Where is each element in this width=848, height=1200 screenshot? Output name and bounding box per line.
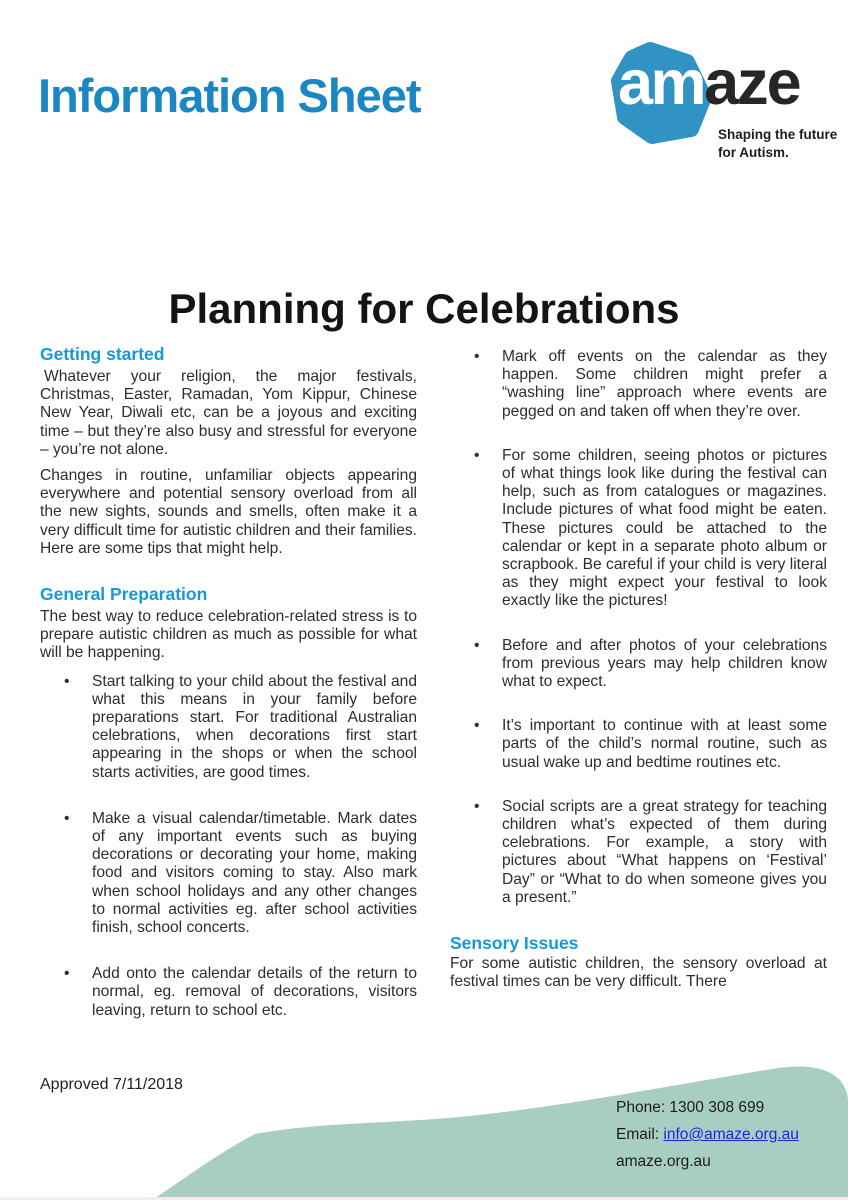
contact-block xyxy=(616,1100,799,1181)
bullet-list xyxy=(450,348,827,907)
contact-website: amaze.org.au xyxy=(616,1153,711,1170)
paragraph: The best way to reduce celebration-related stress is to prepare autistic children as much as possible for what will be happening. xyxy=(40,608,417,662)
paragraph: For some autistic children, the sensory overload at festival times can be very difficult. There xyxy=(450,955,827,991)
section-heading-sensory-issues: Sensory Issues xyxy=(450,933,579,954)
bullet-icon: • xyxy=(474,446,480,464)
logo-text-am: am xyxy=(618,48,705,118)
bullet-item xyxy=(450,348,827,421)
section-heading-getting-started: Getting started xyxy=(40,344,165,364)
logo-tagline-line2: for Autism. xyxy=(718,145,789,161)
right-column xyxy=(450,348,827,999)
bullet-item xyxy=(450,447,827,611)
section-heading-general-preparation: General Preparation xyxy=(40,584,208,605)
document-title: Planning for Celebrations xyxy=(168,285,680,332)
amaze-logo-wordmark xyxy=(618,48,800,118)
bullet-text: For some children, seeing photos or pictures of what things look like during the festival can help, such as from catalogues or magazines. Include pictures of what food might be eaten. These pictures could be attached to the calendar or kept in a separate photo album or scrapbook. Be careful if your child is very literal as they might expect your festival to look exactly like the pictures! xyxy=(502,446,828,610)
bullet-item xyxy=(40,965,417,1020)
bullet-list xyxy=(40,673,417,1020)
approved-date: Approved 7/11/2018 xyxy=(40,1076,183,1093)
bullet-item xyxy=(40,810,417,937)
paragraph: Changes in routine, unfamiliar objects appearing everywhere and potential sensory overload from all the new sights, sounds and smells, often make it a very difficult time for autistic children and their families. Here are some tips that might help. xyxy=(40,467,417,557)
page-header-title: Information Sheet xyxy=(38,69,421,122)
bullet-icon: • xyxy=(474,797,480,815)
bullet-text: Social scripts are a great strategy for teaching children what’s expected of them during celebrations. For example, a story with pictures about “What happens on ‘Festival’ Day” or “What to do when someone gives you a present.” xyxy=(502,797,827,906)
left-column xyxy=(40,344,417,1048)
bullet-item xyxy=(450,717,827,772)
bullet-text: Start talking to your child about the festival and what this means in your family before preparations start. For traditional Australian celebrations, when decorations first start appearing in the shops or when the school starts activities, are good times. xyxy=(92,672,417,781)
bullet-item xyxy=(450,798,827,907)
bullet-text: It’s important to continue with at least some parts of the child’s normal routine, such as usual wake up and bedtime routines etc. xyxy=(502,717,827,771)
paragraph: Whatever your religion, the major festivals, Christmas, Easter, Ramadan, Yom Kippur, Chinese New Year, Diwali etc, can be a joyous and exciting time – but they’re also busy and stressful for everyone – you’re not alone. xyxy=(40,368,417,458)
bullet-text: Add onto the calendar details of the return to normal, eg. removal of decorations, visitors leaving, return to school etc. xyxy=(92,965,417,1019)
bullet-icon: • xyxy=(64,809,70,827)
bullet-text: Make a visual calendar/timetable. Mark dates of any important events such as buying decorations or decorating your home, making food and visitors coming to stay. Also mark when school holidays and any other changes to normal activities eg. after school activities finish, school concerts. xyxy=(92,809,417,937)
bullet-text: Before and after photos of your celebrations from previous years may help children know what to expect. xyxy=(502,636,827,691)
bullet-icon: • xyxy=(474,717,480,735)
contact-email-line xyxy=(616,1127,799,1143)
amaze-logo xyxy=(598,36,843,166)
bullet-icon: • xyxy=(474,348,480,365)
bullet-item xyxy=(450,637,827,692)
logo-tagline xyxy=(718,126,837,162)
email-label: Email: xyxy=(616,1126,664,1143)
logo-text-aze: aze xyxy=(704,48,800,118)
email-link[interactable]: info@amaze.org.au xyxy=(663,1126,799,1143)
bullet-icon: • xyxy=(64,965,70,983)
logo-tagline-line1: Shaping the future xyxy=(718,127,838,142)
bullet-icon: • xyxy=(474,636,480,654)
bullet-icon: • xyxy=(64,672,70,690)
contact-phone: Phone: 1300 308 699 xyxy=(616,1099,765,1116)
bullet-item xyxy=(40,673,417,782)
bullet-text: Mark off events on the calendar as they happen. Some children might prefer a “washing line” approach where events are pegged on and taken off when they’re over. xyxy=(502,348,827,420)
